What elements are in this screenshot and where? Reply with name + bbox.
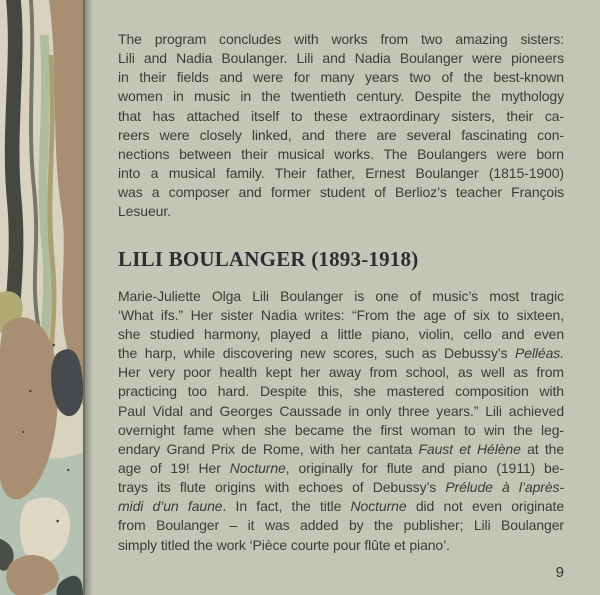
text-line: overnight fame when she became the first woman to win the leg-: [118, 421, 564, 438]
marble-speckle: [29, 390, 31, 392]
text-line: that has attached itself to these extraordinary sisters, their ca-: [118, 107, 564, 124]
text-line: Marie-Juliette Olga Lili Boulanger is one of music’s most tragic: [118, 287, 564, 304]
marble-speckle: [22, 431, 24, 433]
text-line: Lili and Nadia Boulanger. Lili and Nadia Boulanger were pioneers: [118, 50, 564, 67]
marble-speckle: [56, 520, 59, 523]
text-line: Her very poor health kept her away from school, as well as from: [118, 364, 564, 381]
text-line: into a musical family. Their father, Ernest Boulanger (1815-1900): [118, 165, 564, 182]
text-line: was a composer and former student of Berlioz’s teacher François: [118, 184, 564, 201]
text-line: age of 19! Her Nocturne, originally for flute and piano (1911) be-: [118, 459, 564, 476]
program-page: [85, 0, 600, 595]
text-line: Lesueur.: [118, 203, 171, 220]
text-line: The program concludes with works from two amazing sisters:: [118, 31, 564, 47]
marble-speckle: [67, 469, 69, 471]
text-line: women in music in the twentieth century. Despite the mythology: [118, 88, 564, 105]
text-line: trays its flute origins with echoes of Debussy’s Prélude à l’après-: [118, 479, 564, 496]
text-line: in their fields and were for many years two of the best-known: [118, 69, 564, 86]
text-line: endary Grand Prix de Rome, with her cantata Faust et Hélène at the: [118, 440, 565, 457]
marble-art: [0, 0, 83, 595]
text-line: Paul Vidal and Georges Caussade in only three years.” Lili achieved: [118, 402, 564, 419]
text-line: nections between their musical works. The Boulangers were born: [118, 145, 564, 162]
text-line: reers were closely linked, and there are several fascinating con-: [118, 126, 564, 143]
text-line: practicing too hard. Despite this, she mastered composition with: [118, 383, 564, 400]
lili-bio-paragraph: [118, 287, 564, 555]
page-number: 9: [555, 563, 564, 581]
text-line: the harp, while discovering new scores, such as Debussy’s Pelléas.: [118, 345, 564, 362]
section-heading: LILI BOULANGER (1893-1918): [118, 246, 419, 271]
text-line: ‘What ifs.” Her sister Nadia writes: “From the age of six to sixteen,: [118, 306, 564, 323]
intro-paragraph: [118, 30, 564, 222]
text-line: she studied harmony, played a little piano, violin, cello and even: [118, 325, 564, 342]
text-line: from Boulanger – it was added by the publisher; Lili Boulanger: [118, 517, 564, 534]
text-line: simply titled the work ‘Pièce courte pour flûte et piano’.: [118, 536, 450, 553]
marble-speckle: [52, 344, 55, 347]
text-line: midi d’un faune. In fact, the title Nocturne did not even originate: [118, 498, 565, 515]
marble-paper-texture: [0, 0, 85, 595]
